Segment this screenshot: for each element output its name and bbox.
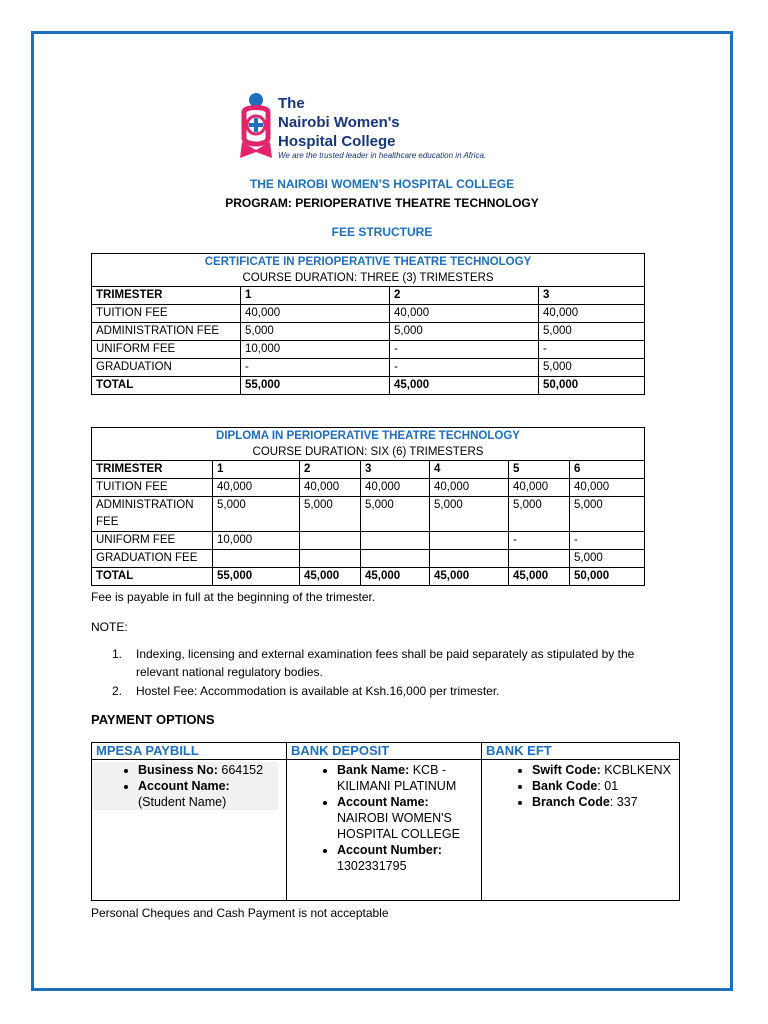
field-value: (Student Name) xyxy=(138,795,227,809)
table-cell: 45,000 xyxy=(509,568,570,586)
diploma-duration: COURSE DURATION: SIX (6) TRIMESTERS xyxy=(252,446,484,458)
table-cell: 45,000 xyxy=(361,568,430,586)
table-cell: - xyxy=(390,341,539,359)
certificate-table-title: CERTIFICATE IN PERIOPERATIVE THEATRE TECHNOLOGY xyxy=(204,256,532,268)
table-cell: 5,000 xyxy=(509,497,570,532)
note-item-2: Hostel Fee: Accommodation is available at Ksh.16,000 per trimester. xyxy=(136,684,500,698)
table-cell: ADMINISTRATION FEE xyxy=(92,323,241,341)
table-cell: UNIFORM FEE xyxy=(92,341,241,359)
table-cell: - xyxy=(241,359,390,377)
table-cell: 40,000 xyxy=(539,305,645,323)
bank-deposit-header: BANK DEPOSIT xyxy=(287,743,482,760)
table-cell xyxy=(430,550,509,568)
field-label: Business No: xyxy=(138,763,218,777)
table-row xyxy=(92,479,645,497)
table-cell: TUITION FEE xyxy=(92,479,213,497)
table-cell: - xyxy=(539,341,645,359)
table-cell: 5,000 xyxy=(539,323,645,341)
note-item-1-line-1: Indexing, licensing and external examination fees shall be paid separately as stipulated by the xyxy=(136,647,635,661)
table-cell: 50,000 xyxy=(570,568,645,586)
table-cell: 5,000 xyxy=(300,497,361,532)
field-value: : 337 xyxy=(609,795,638,809)
field-value: 664152 xyxy=(217,763,264,777)
table-cell xyxy=(509,550,570,568)
column-header: 5 xyxy=(509,461,570,479)
note-number: 2. xyxy=(112,684,123,698)
column-header: 1 xyxy=(213,461,300,479)
list-item xyxy=(138,778,278,810)
table-cell xyxy=(300,550,361,568)
note-label: NOTE: xyxy=(91,620,128,634)
table-cell: TUITION FEE xyxy=(92,305,241,323)
certificate-duration: COURSE DURATION: THREE (3) TRIMESTERS xyxy=(242,272,494,284)
field-value: KCB - KILIMANI PLATINUM xyxy=(337,763,457,793)
college-logo xyxy=(238,92,538,166)
table-cell: 40,000 xyxy=(361,479,430,497)
table-cell: 55,000 xyxy=(213,568,300,586)
column-header: 3 xyxy=(539,287,645,305)
table-cell: TOTAL xyxy=(92,377,241,395)
table-cell: 10,000 xyxy=(241,341,390,359)
field-label: Account Name: xyxy=(337,795,429,809)
table-cell: 55,000 xyxy=(241,377,390,395)
table-cell: - xyxy=(570,532,645,550)
table-cell: 5,000 xyxy=(570,497,645,532)
table-row xyxy=(92,341,645,359)
table-cell: UNIFORM FEE xyxy=(92,532,213,550)
table-row xyxy=(92,550,645,568)
table-cell: 45,000 xyxy=(390,377,539,395)
table-row xyxy=(92,305,645,323)
mpesa-header: MPESA PAYBILL xyxy=(92,743,287,760)
table-cell: GRADUATION xyxy=(92,359,241,377)
field-label: Bank Name: xyxy=(337,763,410,777)
total-row xyxy=(92,377,645,395)
field-value: KCBLKENX xyxy=(600,763,671,777)
column-header: 1 xyxy=(241,287,390,305)
table-cell: 10,000 xyxy=(213,532,300,550)
list-item xyxy=(532,762,679,778)
list-item xyxy=(337,762,481,794)
table-cell: 40,000 xyxy=(509,479,570,497)
payment-options-title: PAYMENT OPTIONS xyxy=(91,712,215,727)
table-cell: 40,000 xyxy=(241,305,390,323)
table-cell xyxy=(361,532,430,550)
field-label: Bank Code xyxy=(532,779,598,793)
list-item xyxy=(532,794,679,810)
payment-options-table xyxy=(91,742,680,901)
field-label: Branch Code xyxy=(532,795,610,809)
table-cell: 40,000 xyxy=(300,479,361,497)
bank-eft-details xyxy=(482,760,680,901)
column-header: TRIMESTER xyxy=(92,461,213,479)
table-cell: ADMINISTRATION FEE xyxy=(92,497,213,532)
college-title: THE NAIROBI WOMEN’S HOSPITAL COLLEGE xyxy=(249,177,515,191)
column-header: 6 xyxy=(570,461,645,479)
program-title: PROGRAM: PERIOPERATIVE THEATRE TECHNOLOGY xyxy=(225,196,539,210)
table-cell xyxy=(430,532,509,550)
column-header: TRIMESTER xyxy=(92,287,241,305)
table-cell: 40,000 xyxy=(213,479,300,497)
table-cell: - xyxy=(509,532,570,550)
certificate-fee-table xyxy=(91,253,645,395)
column-header: 2 xyxy=(390,287,539,305)
table-cell: 5,000 xyxy=(430,497,509,532)
table-cell: 5,000 xyxy=(390,323,539,341)
table-cell: 45,000 xyxy=(300,568,361,586)
note-number: 1. xyxy=(112,647,123,661)
table-row xyxy=(92,532,645,550)
fee-structure-title: FEE STRUCTURE xyxy=(331,225,433,239)
list-item xyxy=(138,762,278,778)
column-header: 3 xyxy=(361,461,430,479)
payable-note: Fee is payable in full at the beginning of the trimester. xyxy=(91,590,376,604)
table-header-row xyxy=(92,461,645,479)
table-cell: 5,000 xyxy=(539,359,645,377)
field-label: Swift Code: xyxy=(532,763,601,777)
table-cell: 5,000 xyxy=(570,550,645,568)
diploma-fee-table xyxy=(91,427,645,586)
table-cell: - xyxy=(390,359,539,377)
table-cell: 5,000 xyxy=(213,497,300,532)
field-value: NAIROBI WOMEN'S HOSPITAL COLLEGE xyxy=(337,811,460,841)
field-label: Account Number: xyxy=(337,843,442,857)
list-item xyxy=(532,778,679,794)
field-value: 1302331795 xyxy=(337,859,407,873)
table-cell xyxy=(300,532,361,550)
table-cell xyxy=(213,550,300,568)
note-item-1-line-2: relevant national regulatory bodies. xyxy=(136,665,323,679)
table-cell: GRADUATION FEE xyxy=(92,550,213,568)
payment-footer-note: Personal Cheques and Cash Payment is not acceptable xyxy=(91,906,389,920)
table-cell: 45,000 xyxy=(430,568,509,586)
logo-tagline: We are the trusted leader in healthcare education in Africa. xyxy=(278,151,487,160)
table-row xyxy=(92,359,645,377)
table-cell: TOTAL xyxy=(92,568,213,586)
logo-college-name: The Nairobi Women's Hospital College xyxy=(278,95,400,150)
list-item xyxy=(337,842,481,874)
bank-deposit-details xyxy=(287,760,482,901)
total-row xyxy=(92,568,645,586)
table-cell: 40,000 xyxy=(430,479,509,497)
table-cell: 40,000 xyxy=(390,305,539,323)
table-row xyxy=(92,497,645,532)
table-cell: 50,000 xyxy=(539,377,645,395)
field-value: : 01 xyxy=(597,779,619,793)
column-header: 4 xyxy=(430,461,509,479)
table-row xyxy=(92,323,645,341)
mpesa-details xyxy=(92,760,287,901)
logo-emblem-icon xyxy=(238,92,274,164)
bank-eft-header: BANK EFT xyxy=(482,743,680,760)
table-header-row xyxy=(92,287,645,305)
table-cell: 5,000 xyxy=(241,323,390,341)
diploma-table-title: DIPLOMA IN PERIOPERATIVE THEATRE TECHNOLOGY xyxy=(216,430,520,442)
column-header: 2 xyxy=(300,461,361,479)
table-cell xyxy=(361,550,430,568)
table-cell: 5,000 xyxy=(361,497,430,532)
field-label: Account Name: xyxy=(138,779,230,793)
list-item xyxy=(337,794,481,842)
table-cell: 40,000 xyxy=(570,479,645,497)
